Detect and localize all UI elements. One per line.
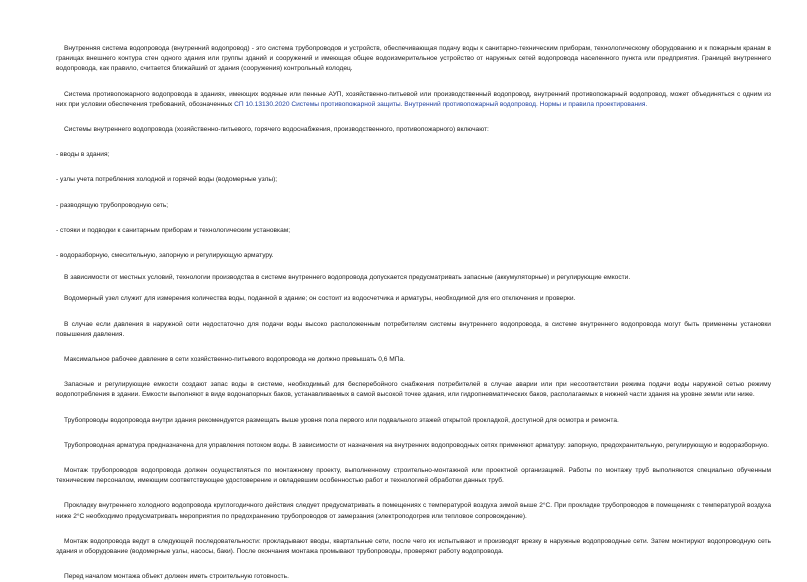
list-item: - водоразборную, смесительную, запорную и регулирующую арматуру. bbox=[56, 252, 274, 260]
paragraph-water-meter: Водомерный узел служит для измерения количества воды, поданной в здание; он состоит из водосчетчика и арматуры, необходимой для его отключения и проверки. bbox=[64, 295, 576, 303]
paragraph-reserve-tanks: В зависимости от местных условий, технологии производства в системе внутреннего водопровода допускается предусматривать запасные (аккумуляторные) и регулирующие емкости. bbox=[64, 274, 631, 282]
paragraph-fire-system bbox=[56, 90, 771, 110]
sp-standard-link[interactable]: СП 10.13130.2020 Системы противопожарной защиты. Внутренний противопожарный водопровод. Нормы и правила проектирования. bbox=[234, 100, 648, 108]
paragraph-definition: Внутренняя система водопровода (внутренний водопровод) - это система трубопроводов и устройств, обеспечивающая подачу воды к санитарно-техническим приборам, технологическому оборудованию и к пожарным кранам в границах внешнего контура стен одного здания или группы зданий и сооружений и имеющая общее водоизмерительное устройство от наружных сетей водопровода населенного пункта или предприятия. Границей внутреннего водопровода, как правило, считается ближайший от здания (сооружения) контрольный колодец. bbox=[56, 45, 771, 73]
paragraph-sequence: Монтаж водопровода ведут в следующей последовательности: прокладывают вводы, квартальные сети, после чего их испытывают и производят врезку в наружные водопроводные сети. Затем монтируют водопроводную сеть здания и оборудование (водомерные узлы, насосы, баки). После окончания монтажа промывают трубопроводы, проверяют работу водопровода. bbox=[56, 537, 771, 556]
list-item: - стояки и подводки к санитарным приборам и технологическим установкам; bbox=[56, 226, 291, 234]
paragraph-pipe-placement: Трубопроводы водопровода внутри здания рекомендуется размещать выше уровня пола первого или подвального этажей открытой прокладкой, доступной для осмотра и ремонта. bbox=[64, 416, 619, 424]
paragraph-installation: Монтаж трубопроводов водопровода должен осуществляться по монтажному проекту, выполненному строительно-монтажной или проектной организацией. Работы по монтажу труб выполняются специально обученным техническим персоналом, имеющим соответствующее удостоверение и овладевшим особенностью работ и технологией обработки данных труб. bbox=[56, 467, 771, 485]
paragraph-max-pressure: Максимальное рабочее давление в сети хозяйственно-питьевого водопровода не должно превышать 0,6 МПа. bbox=[64, 356, 405, 364]
list-item: - разводящую трубопроводную сеть; bbox=[56, 201, 169, 209]
list-item: - вводы в здания; bbox=[56, 151, 110, 159]
paragraph-systems-include: Системы внутреннего водопровода (хозяйственно-питьевого, горячего водоснабжения, производственного, противопожарного) включают: bbox=[64, 126, 489, 134]
paragraph-readiness: Перед началом монтажа объект должен иметь строительную готовность. bbox=[64, 573, 289, 581]
list-item: - узлы учета потребления холодной и горячей воды (водомерные узлы); bbox=[56, 176, 278, 184]
paragraph-fire-system-text: Система противопожарного водопровода в зданиях, имеющих водяные или пенные АУП, хозяйственно-питьевой или производственный водопровод, внутренний противопожарный водопровод, может объединяться с одним из них при условии обеспечения требований, обозначенных bbox=[56, 90, 771, 108]
paragraph-tanks: Запасные и регулирующие емкости создают запас воды в системе, необходимый для бесперебойного снабжения потребителей в случае аварии или при несоответствии режима подачи воды наружной сетью режиму водопотребления в здании. Емкости выполняют в виде водонапорных баков, устанавливаемых в самой высокой точке здания, или гидропневматических баков, располагаемых в нижней части здания на уровне земли или ниже. bbox=[56, 381, 771, 399]
paragraph-valves: Трубопроводная арматура предназначена для управления потоком воды. В зависимости от назначения на внутренних водопроводных сетях применяют арматуру: запорную, предохранительную, регулирующую и водоразборную. bbox=[64, 441, 769, 449]
paragraph-pressure-boost: В случае если давления в наружной сети недостаточно для подачи воды высоко расположенным потребителям системы внутреннего водопровода, в системе внутреннего водопровода могут быть применены установки повышения давления. bbox=[56, 320, 771, 338]
paragraph-cold-water: Прокладку внутреннего холодного водопровода круглогодичного действия следует предусматривать в помещениях с температурой воздуха зимой выше 2°С. При прокладке трубопроводов в помещениях с температурой воздуха ниже 2°С необходимо предусматривать мероприятия по предохранению трубопроводов от замерзания (электроподогрев или тепловое сопровождение). bbox=[56, 502, 771, 520]
